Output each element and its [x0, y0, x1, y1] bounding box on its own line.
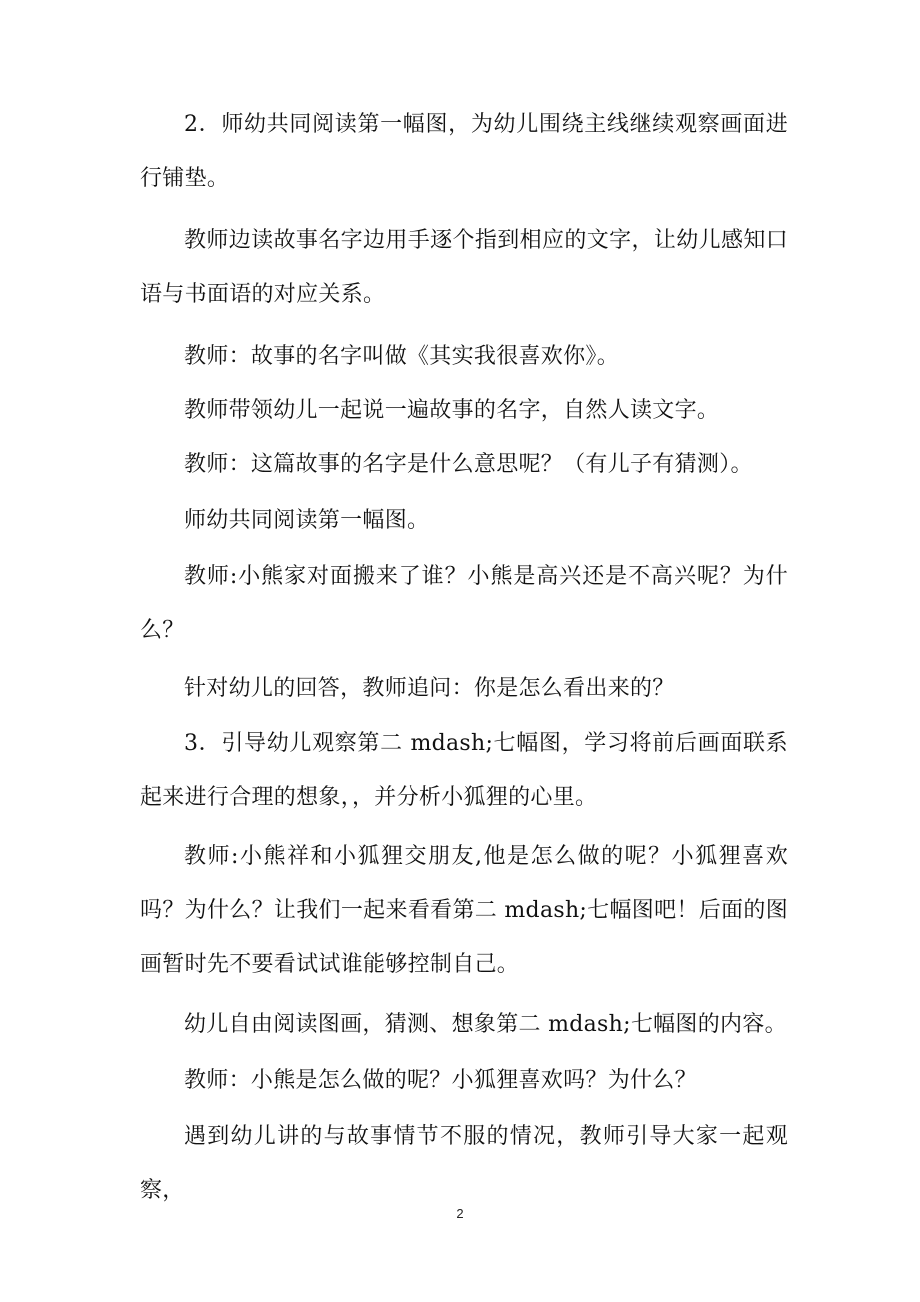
paragraph-5: 教师：这篇故事的名字是什么意思呢？（有儿子有猜测）。	[184, 452, 753, 477]
paragraph-3: 教师：故事的名字叫做《其实我很喜欢你》。	[184, 344, 620, 369]
paragraph-9: 3．引导幼儿观察第二 mdash;七幅图，学习将前后画面联系起来进行合理的想象，，并分析小狐狸的心里。	[140, 731, 788, 810]
paragraph-2: 教师边读故事名字边用手逐个指到相应的文字，让幼儿感知口语与书面语的对应关系。	[140, 228, 788, 307]
page-number: 2	[456, 1206, 464, 1221]
paragraph-6: 师幼共同阅读第一幅图。	[184, 508, 430, 533]
paragraph-4: 教师带领幼儿一起说一遍故事的名字，自然人读文字。	[184, 398, 720, 423]
paragraph-12: 教师：小熊是怎么做的呢？小狐狸喜欢吗？为什么？	[184, 1068, 697, 1093]
paragraph-13: 遇到幼儿讲的与故事情节不服的情况，教师引导大家一起观察，	[140, 1124, 788, 1203]
paragraph-8: 针对幼儿的回答，教师追问：你是怎么看出来的？	[184, 676, 675, 701]
paragraph-10: 教师:小熊祥和小狐狸交朋友,他是怎么做的呢？小狐狸喜欢吗？为什么？让我们一起来看看第二 mdash;七幅图吧！后面的图画暂时先不要看试试谁能够控制自己。	[140, 844, 788, 977]
paragraph-1: 2．师幼共同阅读第一幅图，为幼儿围绕主线继续观察画面进行铺垫。	[140, 112, 788, 191]
paragraph-11: 幼儿自由阅读图画，猜测、想象第二 mdash;七幅图的内容。	[184, 1012, 787, 1037]
paragraph-7: 教师:小熊家对面搬来了谁？小熊是高兴还是不高兴呢？为什么？	[140, 564, 788, 643]
